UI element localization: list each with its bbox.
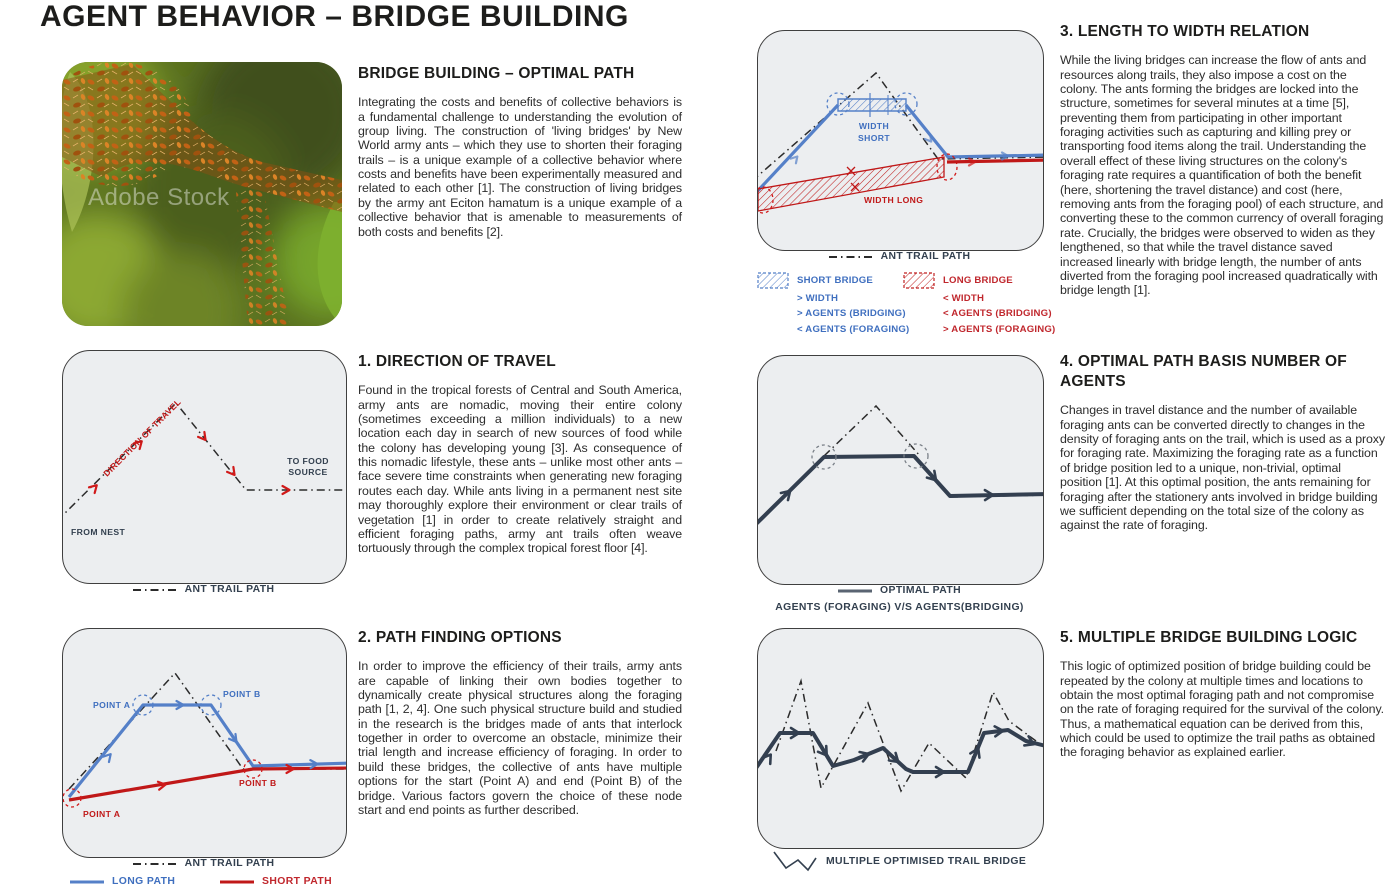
section-intro: [358, 64, 682, 239]
section-3-body: While the living bridges can increase the flow of ants and resources along trails, they also impose a cost on the colony. The ants forming the bridges are locked into the structure, sometimes for several minutes at a time [5], preventing them from participating in other important foraging activities such as capturing and killing prey or transporting food items along the trail. Understanding the overall effect of these living structures on the colony's foraging rate requires a quantification of both the benefit (here, shortening the travel distance) and cost (here, removing ants from the foraging pool) of each structure, and converting these to the common currency of overall foraging rate. Crucially, the bridges were observed to widen as they lengthened, so that while the travel distance saved increased linearly with bridge length, the number of ants diverted from the foraging pool increased quadratically with bridge length [1].: [1060, 53, 1384, 298]
legend-short-path: [220, 876, 332, 887]
long-path-descend: [906, 105, 1043, 157]
legend-multiple-bridge-label: MULTIPLE OPTIMISED TRAIL BRIDGE: [826, 855, 1027, 867]
legend-ant-trail-path-2-label: ANT TRAIL PATH: [184, 858, 275, 869]
diagram-optimal-path: [757, 355, 1044, 585]
section-1-heading: 1. DIRECTION OF TRAVEL: [358, 353, 556, 370]
legend-long-path: [70, 876, 175, 887]
dash-dot-line-icon: [133, 860, 177, 868]
section-4-heading: 4. OPTIMAL PATH BASIS NUMBER OF AGENTS: [1060, 353, 1347, 391]
legend-agents-vs-label: AGENTS (FORAGING) V/S AGENTS(BRIDGING): [775, 602, 1024, 613]
diagram-length-width: [757, 30, 1044, 251]
short-bridge-line-2: > AGENTS (BRIDGING): [797, 308, 906, 320]
section-1-body: Found in the tropical forests of Central and South America, army ants are nomadic, moving their entire colony (sometimes exceeding a million individuals) to a new location each day in search of new sources of food while the colony has developing young [3]. As consequence of this nomadic lifestyle, these ants – unlike most other ants – face severe time constraints when generating new foraging routes each day. While ants living in a permanent nest site may thoroughly explore their environment or clear trails of vegetation [1] in order to create relatively straight and efficient foraging paths, army ant trails often weave tortuously through the complex tropical forest floor [4].: [358, 383, 682, 556]
section-2-heading: 2. PATH FINDING OPTIONS: [358, 629, 562, 646]
long-bridge-line-1: < WIDTH: [943, 293, 985, 304]
point-b-long-label: POINT B: [223, 689, 261, 699]
section-intro-heading: BRIDGE BUILDING – OPTIMAL PATH: [358, 65, 635, 82]
legend-optimal-path: [757, 585, 1042, 596]
stock-watermark: Adobe Stock: [88, 184, 230, 211]
blue-hatch-swatch-icon: [757, 272, 789, 289]
point-a-long-label: POINT A: [93, 700, 131, 710]
long-bridge-title: LONG BRIDGE: [943, 275, 1013, 286]
short-bridge-line-1: > WIDTH: [797, 293, 839, 304]
legend-long-bridge: [903, 272, 1055, 339]
ant-bridge-photo: [62, 62, 342, 326]
page-title: AGENT BEHAVIOR – BRIDGE BUILDING: [40, 0, 629, 33]
section-4: [1060, 352, 1386, 533]
legend-ant-trail-path-3-label: ANT TRAIL PATH: [880, 251, 971, 262]
blue-line-icon: [70, 879, 104, 885]
section-4-body: Changes in travel distance and the number of available foraging ants can be converted directly to changes in the density of foraging ants on the trail, which is used as a proxy for foraging rate. Maximizing the foraging rate as a function of bridge position led to a unique, non-trivial, optimal position [1]. At this optimal position, the ants remaining for foraging after the stationery ants involved in bridge building we sufficient depending on the total size of the colony as against the rate of foraging.: [1060, 403, 1385, 533]
multiple-bridge-path: [758, 730, 1043, 774]
gray-line-icon: [838, 588, 872, 594]
long-bridge-line-3: > AGENTS (FORAGING): [943, 323, 1056, 335]
legend-long-path-label: LONG PATH: [112, 876, 176, 887]
legend-agents-vs: [742, 602, 1057, 613]
legend-ant-trail-path-2: [62, 858, 345, 869]
width-long-label: WIDTH LONG: [864, 195, 924, 205]
section-1: [358, 352, 682, 556]
width-short-label-line2: SHORT: [857, 133, 891, 143]
section-intro-body: Integrating the costs and benefits of collective behaviors is a fundamental challenge to understanding the evolution of group living. The construction of 'living bridges' by New World army ants – which they use to shorten their foraging trails – is a unique example of a collective behavior where costs and benefits have been experimentally measured and related to each other [1]. The construction of living bridges by the army ant Eciton hamatum is a unique example of a collective behavior that is amenable to measurements of both costs and benefits [2].: [358, 95, 682, 239]
short-path-after-bridge: [947, 160, 1043, 162]
width-short-label-line1: WIDTH: [858, 121, 890, 131]
direction-of-travel-label: DIRECTION OF TRAVEL: [101, 396, 183, 479]
section-5: [1060, 628, 1386, 760]
to-food-source-label-line2: SOURCE: [288, 467, 328, 477]
short-bridge-title: SHORT BRIDGE: [797, 275, 873, 286]
to-food-source-label-line1: TO FOOD: [287, 456, 329, 466]
legend-paths-row: [70, 876, 332, 887]
diagram-direction-of-travel: [62, 350, 347, 584]
legend-optimal-path-label: OPTIMAL PATH: [880, 585, 961, 596]
legend-multiple-bridge: [772, 848, 1026, 874]
short-path-line: [69, 768, 346, 800]
ant-trail-path-line: [69, 673, 346, 789]
section-5-body: This logic of optimized position of bridge building could be repeated by the colony at multiple times and locations to obtain the most optimal foraging path and not compromise on the rate of foraging required for the survival of the colony. Thus, a mathematical equation can be derived from this, which could be used to optimize the trail paths as obtained the foraging behavior as explained earlier.: [1060, 659, 1384, 760]
ant-trail-peak: [824, 406, 920, 456]
legend-ant-trail-path-1-label: ANT TRAIL PATH: [184, 584, 275, 595]
from-nest-label: FROM NEST: [71, 527, 126, 537]
short-bridge-line-3: < AGENTS (FORAGING): [797, 323, 910, 335]
section-2: [358, 628, 682, 817]
diagram-multiple-bridges: [757, 628, 1044, 849]
dash-dot-line-icon: [133, 586, 177, 594]
section-5-heading: 5. MULTIPLE BRIDGE BUILDING LOGIC: [1060, 629, 1358, 646]
optimal-path-line: [758, 456, 1043, 528]
legend-ant-trail-path-1: [62, 584, 345, 595]
legend-ant-trail-path-3: [757, 251, 1042, 262]
legend-short-path-label: SHORT PATH: [262, 876, 332, 887]
long-bridge-line-2: < AGENTS (BRIDGING): [943, 308, 1052, 320]
point-b-short-label: POINT B: [239, 778, 277, 788]
point-a-short-label: POINT A: [83, 809, 121, 819]
legend-short-bridge: [757, 272, 909, 339]
section-3: [1060, 22, 1386, 298]
section-3-heading: 3. LENGTH TO WIDTH RELATION: [1060, 23, 1310, 40]
red-hatch-swatch-icon: [903, 272, 935, 289]
dash-dot-line-icon: [829, 253, 873, 261]
diagram-path-finding: [62, 628, 347, 858]
section-2-body: In order to improve the efficiency of their trails, army ants are capable of linking their own bodies together to dynamically create physical structures along the foraging path [1, 2, 4]. One such physical structure build and studied in the research is the bridges made of ants that interlock together in order to overcome an obstacle, minimize their trial length and increase efficiency of foraging. In order to build these bridges, the collective of ants have multiple options for the start (Point A) and end (Point B) of the bridge. Various factors govern the choice of these node start and end points as further described.: [358, 659, 682, 818]
zigzag-line-icon: [772, 848, 818, 874]
red-line-icon: [220, 879, 254, 885]
